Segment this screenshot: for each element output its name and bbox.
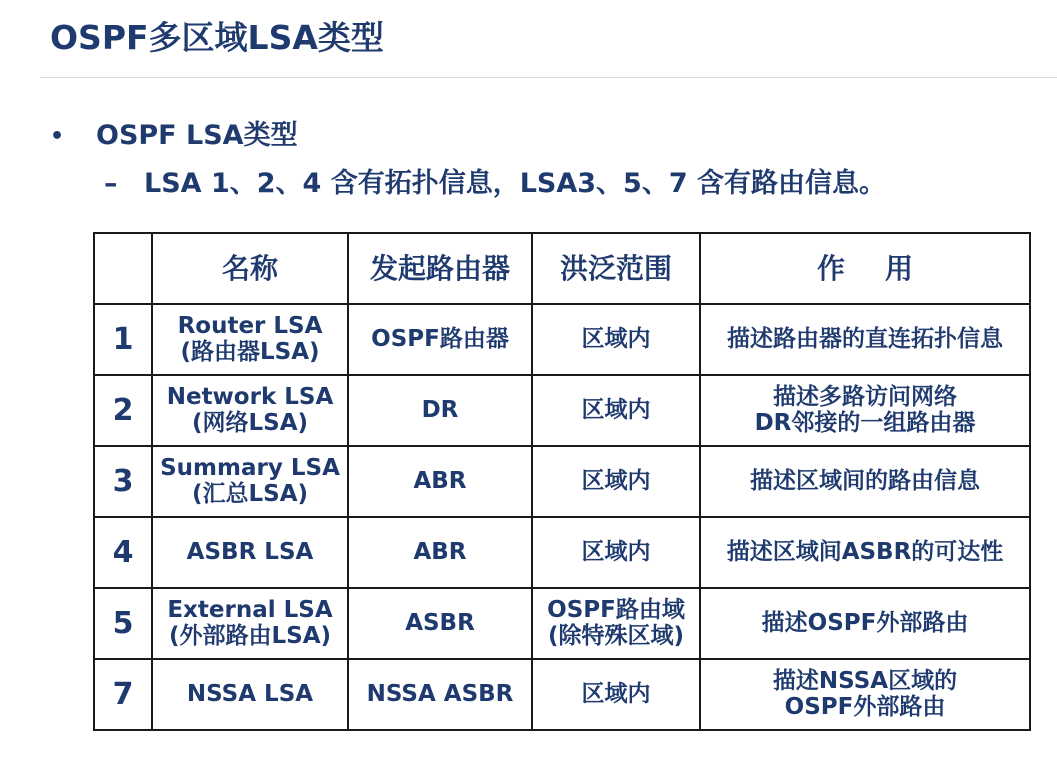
cell-lsa-number [94,517,152,588]
cell-origin-router-text: DR [421,396,459,423]
cell-lsa-number-text: 7 [112,676,134,712]
cell-origin-router [348,375,532,446]
cell-function-text: OSPF外部路由 [784,693,946,720]
bullet-item [50,113,298,152]
cell-flood-scope-text: 区域内 [581,538,651,565]
cell-lsa-name-text: (网络LSA) [191,409,309,436]
cell-origin-router [348,304,532,375]
cell-flood-scope-text: OSPF路由域 [547,596,685,623]
header-function-b: 用 [885,251,914,285]
table-header-row [94,233,1030,304]
header-origin: 发起路由器 [348,233,532,304]
cell-function-text: 描述多路访问网络 [773,383,957,410]
header-function [700,233,1030,304]
cell-lsa-name-text: Router LSA [177,312,323,339]
cell-flood-scope [532,659,700,730]
cell-function [700,304,1030,375]
bullet-dot-icon: • [50,124,65,149]
cell-lsa-name-text: (汇总LSA) [191,480,309,507]
cell-lsa-name [152,517,348,588]
cell-function-text: 描述区域间的路由信息 [750,467,980,494]
cell-lsa-name [152,659,348,730]
table-row [94,517,1030,588]
cell-origin-router-text: OSPF路由器 [371,325,509,352]
cell-lsa-name [152,588,348,659]
cell-lsa-number [94,375,152,446]
cell-lsa-number-text: 5 [112,605,134,641]
cell-function-text: DR邻接的一组路由器 [754,409,976,436]
cell-function [700,588,1030,659]
cell-lsa-name-text: External LSA [167,596,333,623]
cell-flood-scope [532,446,700,517]
cell-origin-router [348,588,532,659]
table-row [94,659,1030,730]
cell-lsa-name [152,446,348,517]
cell-lsa-number-text: 2 [112,392,134,428]
cell-flood-scope-text: 区域内 [581,325,651,352]
cell-function-text: 描述NSSA区域的 [772,667,958,694]
cell-origin-router-text: NSSA ASBR [366,680,514,707]
header-name: 名称 [152,233,348,304]
cell-lsa-number-text: 4 [112,534,134,570]
title-divider [40,77,1057,78]
header-function-a: 作 [816,251,845,285]
cell-function-text: 描述区域间ASBR的可达性 [726,538,1004,565]
cell-lsa-name-text: Summary LSA [160,454,340,481]
cell-lsa-name [152,304,348,375]
cell-lsa-number [94,659,152,730]
cell-flood-scope-text: 区域内 [581,467,651,494]
dash-icon: – [104,168,118,199]
cell-origin-router [348,446,532,517]
cell-origin-router [348,517,532,588]
cell-lsa-name [152,375,348,446]
cell-lsa-number [94,304,152,375]
table-row [94,304,1030,375]
sub-bullet-item [104,161,886,200]
cell-origin-router-text: ASBR [405,609,475,636]
cell-origin-router-text: ABR [413,467,467,494]
cell-function [700,517,1030,588]
slide-title: OSPF多区域LSA类型 [50,18,384,57]
cell-function [700,659,1030,730]
lsa-types-table [93,232,1031,731]
cell-function-text: 描述OSPF外部路由 [761,609,969,636]
header-flood: 洪泛范围 [532,233,700,304]
cell-flood-scope-text: (除特殊区域) [547,622,685,649]
cell-lsa-name-text: (外部路由LSA) [168,622,332,649]
cell-function [700,446,1030,517]
bullet-text: OSPF LSA类型 [96,120,298,151]
cell-function-text: 描述路由器的直连拓扑信息 [727,325,1003,352]
cell-lsa-number-text: 3 [112,463,134,499]
cell-flood-scope-text: 区域内 [581,680,651,707]
cell-flood-scope [532,588,700,659]
cell-flood-scope [532,304,700,375]
table-row [94,588,1030,659]
cell-origin-router [348,659,532,730]
cell-lsa-number-text: 1 [112,321,134,357]
table-row [94,375,1030,446]
header-num [94,233,152,304]
cell-origin-router-text: ABR [413,538,467,565]
cell-lsa-name-text: ASBR LSA [186,538,314,565]
cell-lsa-name-text: NSSA LSA [186,680,314,707]
cell-flood-scope [532,375,700,446]
cell-lsa-number [94,588,152,659]
cell-lsa-number [94,446,152,517]
sub-bullet-text: LSA 1、2、4 含有拓扑信息，LSA3、5、7 含有路由信息。 [144,168,887,199]
table-row [94,446,1030,517]
cell-lsa-name-text: Network LSA [166,383,334,410]
cell-flood-scope [532,517,700,588]
cell-flood-scope-text: 区域内 [581,396,651,423]
cell-function [700,375,1030,446]
cell-lsa-name-text: (路由器LSA) [180,338,320,365]
